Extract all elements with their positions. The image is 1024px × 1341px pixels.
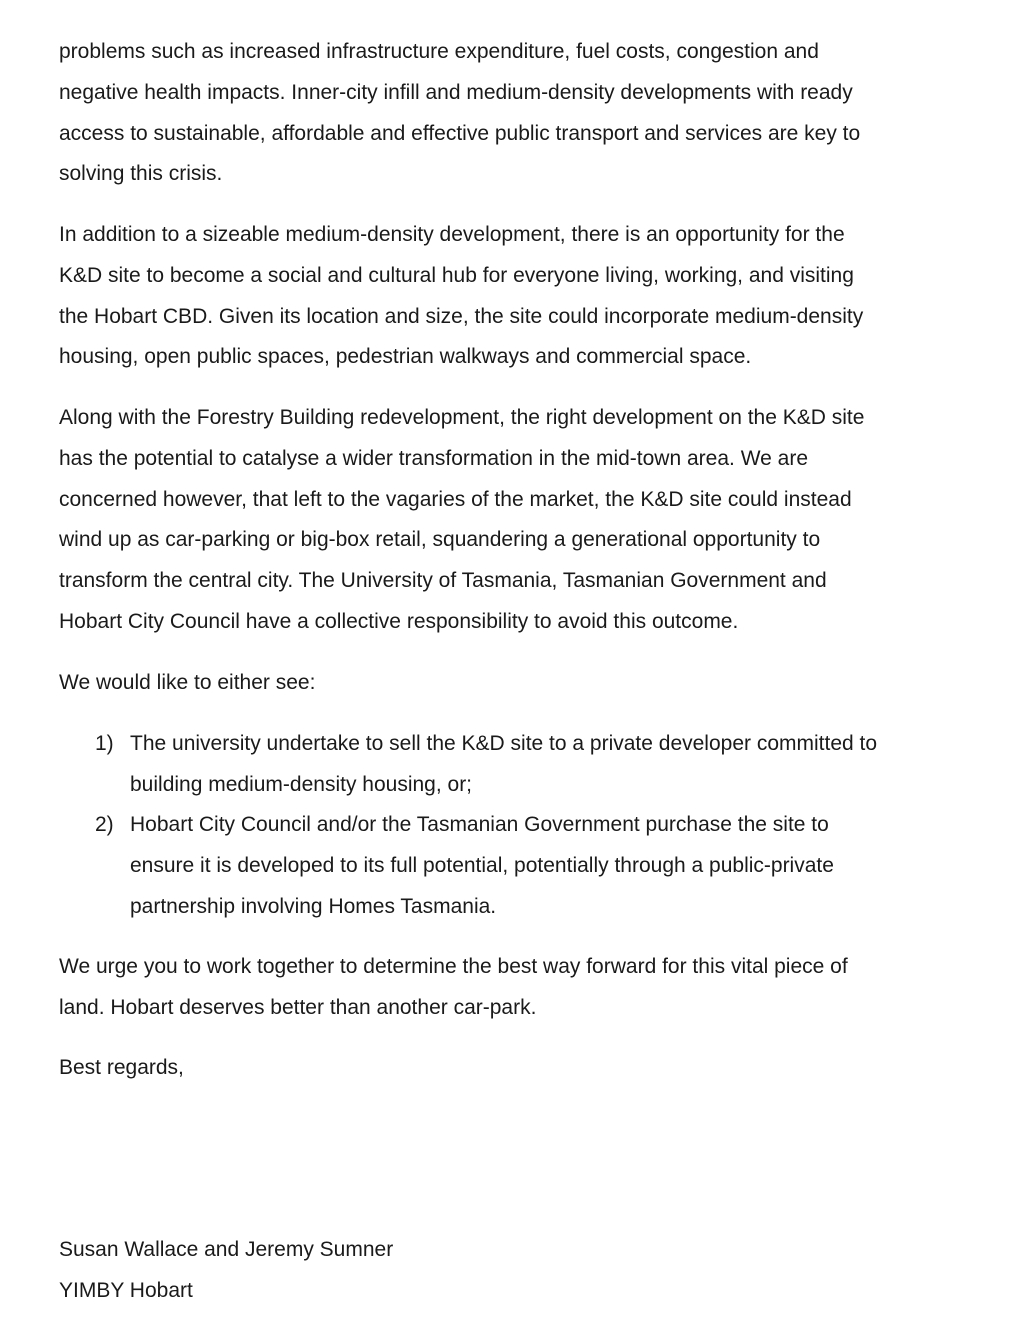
paragraph-line: We urge you to work together to determine the best way forward for this vital piece of bbox=[59, 955, 848, 978]
paragraph-line: We would like to either see: bbox=[59, 671, 316, 694]
list-line: building medium-density housing, or; bbox=[130, 772, 473, 796]
signature-block bbox=[59, 1230, 979, 1312]
list-line: ensure it is developed to its full potential, potentially through a public-private bbox=[130, 853, 834, 877]
paragraph-2 bbox=[59, 215, 979, 378]
paragraph-3 bbox=[59, 398, 979, 643]
paragraph-line: K&D site to become a social and cultural hub for everyone living, working, and visiting bbox=[59, 263, 854, 287]
closing-paragraph bbox=[59, 947, 979, 1029]
signature-organization: YIMBY Hobart bbox=[59, 1278, 193, 1302]
paragraph-line: wind up as car-parking or big-box retail, squandering a generational opportunity to bbox=[59, 528, 821, 552]
paragraph-line: problems such as increased infrastructure expenditure, fuel costs, congestion and bbox=[59, 40, 819, 63]
paragraph-line: land. Hobart deserves better than another car-park. bbox=[59, 995, 537, 1019]
paragraph-line: housing, open public spaces, pedestrian walkways and commercial space. bbox=[59, 345, 752, 369]
list-item-text bbox=[130, 724, 877, 806]
list-item bbox=[95, 805, 985, 928]
signature-names: Susan Wallace and Jeremy Sumner bbox=[59, 1238, 394, 1261]
paragraph-line: In addition to a sizeable medium-density development, there is an opportunity for the bbox=[59, 223, 845, 246]
list-line: The university undertake to sell the K&D site to a private developer committed to bbox=[130, 732, 878, 755]
paragraph-line: transform the central city. The University of Tasmania, Tasmanian Government and bbox=[59, 569, 827, 593]
list-number: 2) bbox=[95, 813, 114, 836]
signoff-text: Best regards, bbox=[59, 1056, 184, 1079]
paragraph-line: has the potential to catalyse a wider transformation in the mid-town area. We are bbox=[59, 446, 808, 470]
paragraph-line: concerned however, that left to the vagaries of the market, the K&D site could instead bbox=[59, 487, 852, 511]
signoff bbox=[59, 1048, 979, 1089]
paragraph-4 bbox=[59, 663, 979, 704]
paragraph-line: Hobart City Council have a collective responsibility to avoid this outcome. bbox=[59, 609, 739, 633]
paragraph-line: Along with the Forestry Building redevelopment, the right development on the K&D site bbox=[59, 406, 865, 429]
list-line: Hobart City Council and/or the Tasmanian Government purchase the site to bbox=[130, 813, 829, 836]
paragraph-line: access to sustainable, affordable and effective public transport and services are key to bbox=[59, 121, 861, 145]
paragraph-line: solving this crisis. bbox=[59, 162, 223, 186]
paragraph-line: negative health impacts. Inner-city infill and medium-density developments with ready bbox=[59, 80, 853, 104]
paragraph-line: the Hobart CBD. Given its location and size, the site could incorporate medium-density bbox=[59, 304, 864, 328]
list-number: 1) bbox=[95, 732, 114, 755]
paragraph-1 bbox=[59, 32, 979, 195]
list-item bbox=[95, 724, 985, 806]
list-item-text bbox=[130, 805, 834, 927]
list-line: partnership involving Homes Tasmania. bbox=[130, 894, 497, 918]
